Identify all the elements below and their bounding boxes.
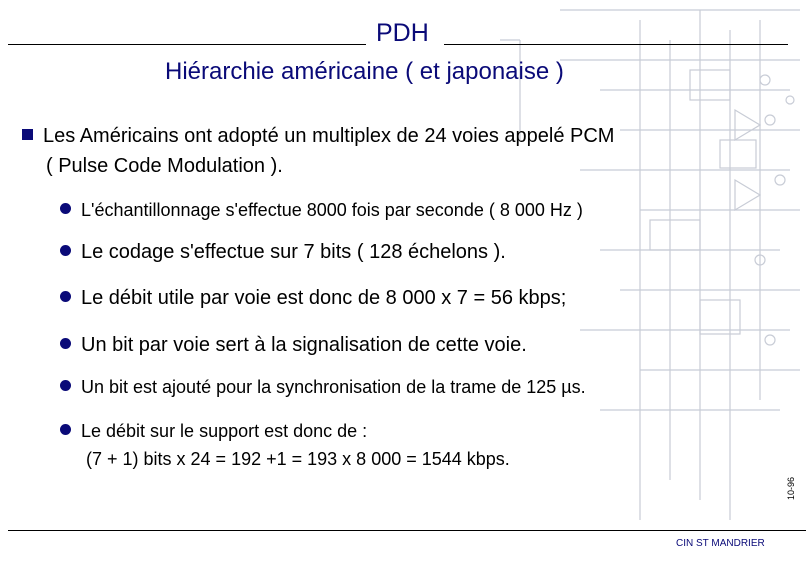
sub-bullet	[60, 196, 583, 224]
square-bullet-icon	[22, 129, 33, 140]
footer-label: CIN ST MANDRIER	[676, 538, 765, 549]
round-bullet-icon	[60, 245, 71, 256]
title-rule-left	[8, 44, 366, 45]
round-bullet-icon	[60, 380, 71, 391]
title-rule-right	[444, 44, 788, 45]
sub-bullet-continuation: (7 + 1) bits x 24 = 192 +1 = 193 x 8 000 = 1544 kbps.	[86, 449, 510, 469]
round-bullet-icon	[60, 424, 71, 435]
sub-bullet-text: Le débit utile par voie est donc de 8 000 x 7 = 56 kbps;	[81, 287, 567, 309]
main-bullet	[22, 121, 614, 181]
sub-bullet	[60, 284, 566, 312]
sub-bullet	[60, 373, 586, 401]
side-code: 10-96	[786, 476, 796, 500]
round-bullet-icon	[60, 291, 71, 302]
sub-bullet-text: Un bit par voie sert à la signalisation de cette voie.	[81, 334, 527, 356]
page-subtitle: Hiérarchie américaine ( et japonaise )	[165, 58, 564, 85]
page-title: PDH	[376, 19, 429, 47]
sub-bullet-text: Le codage s'effectue sur 7 bits ( 128 échelons ).	[81, 241, 506, 263]
sub-bullet	[60, 331, 527, 359]
sub-bullet-text: L'échantillonnage s'effectue 8000 fois par seconde ( 8 000 Hz )	[81, 200, 583, 220]
round-bullet-icon	[60, 203, 71, 214]
round-bullet-icon	[60, 338, 71, 349]
sub-bullet-text: Un bit est ajouté pour la synchronisation de la trame de 125 µs.	[81, 377, 586, 397]
footer-rule	[8, 530, 806, 531]
sub-bullet	[60, 238, 506, 266]
main-bullet-line2: ( Pulse Code Modulation ).	[46, 155, 283, 177]
sub-bullet	[60, 417, 510, 473]
sub-bullet-text: Le débit sur le support est donc de :	[81, 421, 368, 441]
main-bullet-line1: Les Américains ont adopté un multiplex de 24 voies appelé PCM	[43, 125, 615, 147]
